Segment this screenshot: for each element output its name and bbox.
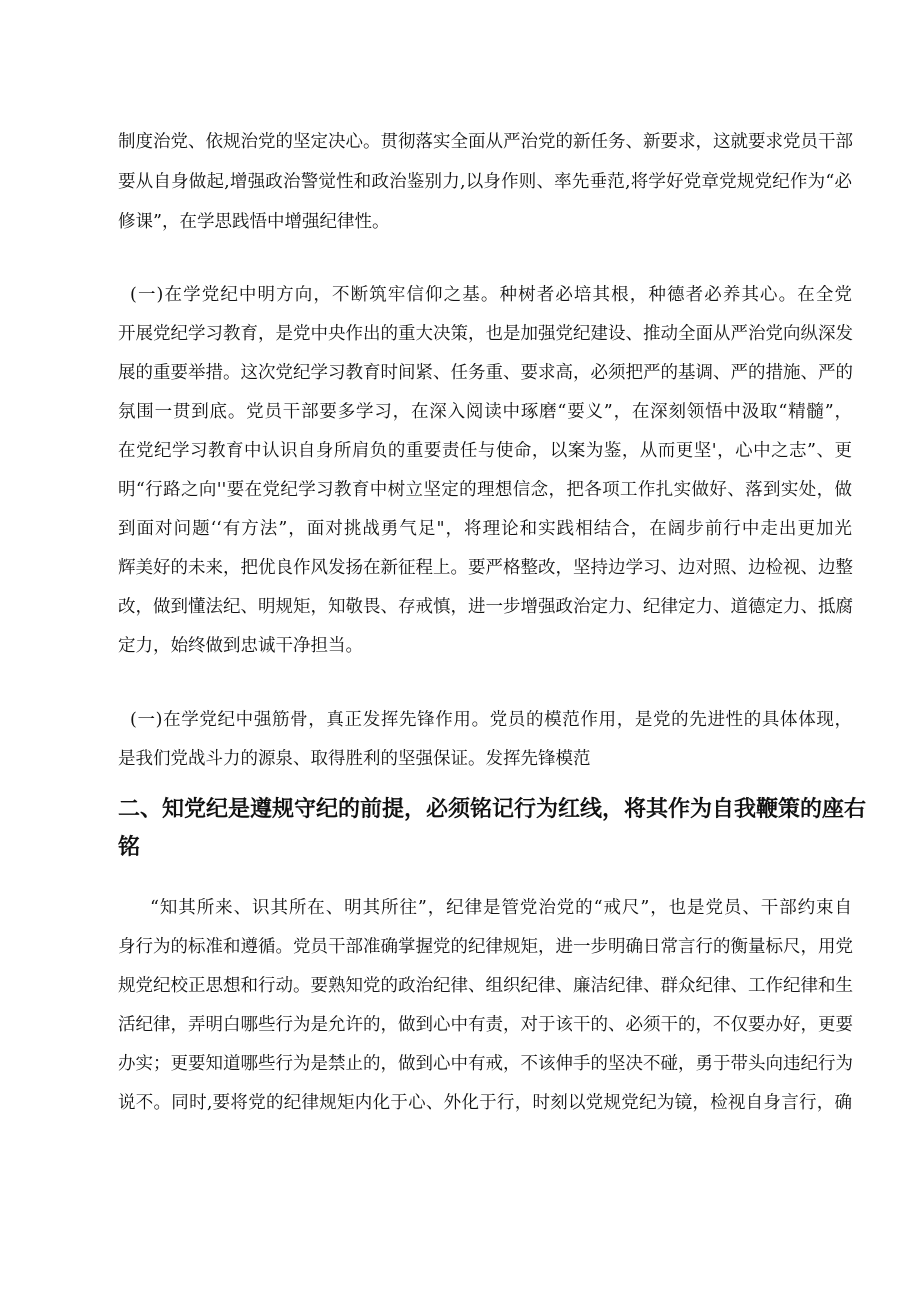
text-line: 在党纪学习教育中认识自身所肩负的重要责任与使命，以案为鉴，从而更坚'，心中之志”、更: [118, 441, 852, 461]
text-line: 定力，始终做到忠诚干净担当。: [118, 636, 363, 656]
text-line: (一)在学党纪中明方向，不断筑牢信仰之基。种树者必培其根，种德者必养其心。在全党: [130, 285, 852, 305]
text-line: 修课”，在学思践悟中增强纪律性。: [118, 212, 390, 232]
text-line: 是我们党战斗力的源泉、取得胜利的坚强保证。发挥先锋模范: [118, 749, 591, 769]
text-line: 身行为的标准和遵循。党员干部准确掌握党的纪律规矩，进一步明确日常言行的衡量标尺，用党: [118, 937, 853, 957]
text-line: 到面对问题‘‘有方法”，面对挑战勇气足"，将理论和实践相结合，在阔步前行中走出更加光: [118, 519, 852, 539]
text-line: 要从自身做起,增强政治警觉性和政治鉴别力,以身作则、率先垂范,将学好党章党规党纪作为“必: [118, 172, 852, 192]
heading-line: 二、知党纪是遵规守纪的前提，必须铭记行为红线，将其作为自我鞭策的座右: [118, 797, 867, 822]
text-line: 展的重要举措。这次党纪学习教育时间紧、任务重、要求高，必须把严的基调、严的措施、严的: [118, 363, 853, 383]
text-line: 制度治党、依规治党的坚定决心。贯彻落实全面从严治党的新任务、新要求，这就要求党员干部: [118, 132, 853, 152]
text-line: “知其所来、识其所在、明其所往”，纪律是管党治党的“戒尺”，也是党员、干部约束自: [150, 898, 852, 918]
text-line: 活纪律，弄明白哪些行为是允许的，做到心中有责，对于该干的、必须干的，不仅要办好，更要: [118, 1015, 853, 1035]
text-line: 开展党纪学习教育，是党中央作出的重大决策，也是加强党纪建设、推动全面从严治党向纵深发: [118, 324, 853, 344]
text-line: 说不。同时,要将党的纪律规矩内化于心、外化于行，时刻以党规党纪为镜，检视自身言行，确: [118, 1093, 852, 1113]
text-line: 规党纪校正思想和行动。要熟知党的政治纪律、组织纪律、廉洁纪律、群众纪律、工作纪律和生: [118, 976, 853, 996]
text-line: 改，做到懂法纪、明规矩，知敬畏、存戒慎，进一步增强政治定力、纪律定力、道德定力、抵腐: [118, 597, 853, 617]
text-line: 明“行路之向''要在党纪学习教育中树立坚定的理想信念，把各项工作扎实做好、落到实处，做: [118, 480, 852, 500]
heading-line: 铭: [118, 835, 141, 860]
text-line: (一)在学党纪中强筋骨，真正发挥先锋作用。党员的模范作用，是党的先进性的具体体现，: [130, 710, 852, 730]
text-line: 辉美好的未来，把优良作风发扬在新征程上。要严格整改，坚持边学习、边对照、边检视、边整: [118, 558, 853, 578]
text-line: 办实；更要知道哪些行为是禁止的，做到心中有戒，不该伸手的坚决不碰，勇于带头向违纪行为: [118, 1054, 853, 1074]
text-line: 氛围一贯到底。党员干部要多学习，在深入阅读中琢磨“要义”，在深刻领悟中汲取“精髓”，: [118, 402, 852, 422]
